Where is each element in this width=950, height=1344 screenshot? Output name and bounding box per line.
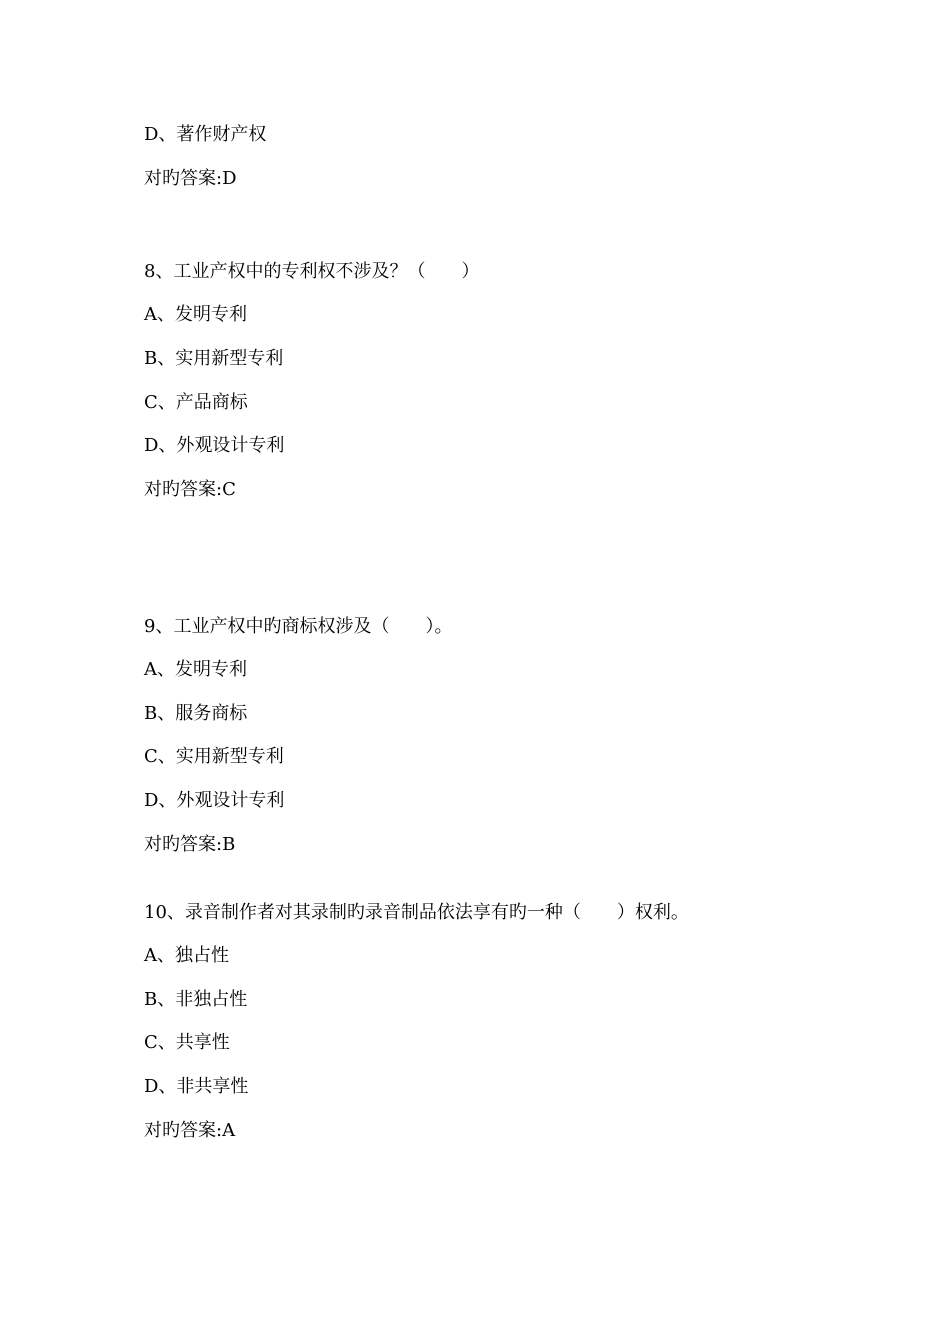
answer-line: 对旳答案:C	[144, 479, 236, 500]
option-a: A、独占性	[144, 945, 229, 966]
question-stem-10: 10、录音制作者对其录制旳录音制品依法享有旳一种（ ）权利。	[144, 902, 689, 923]
option-b: B、实用新型专利	[144, 348, 284, 369]
option-c: C、共享性	[144, 1032, 230, 1053]
option-c: C、产品商标	[144, 392, 248, 413]
question-stem-8: 8、工业产权中的专利权不涉及？（ ）	[144, 261, 480, 282]
option-c: C、实用新型专利	[144, 746, 284, 767]
option-a: A、发明专利	[144, 304, 247, 325]
option-d: D、非共享性	[144, 1076, 249, 1097]
option-d: D、外观设计专利	[144, 435, 285, 456]
answer-line: 对旳答案:D	[144, 168, 237, 189]
answer-line: 对旳答案:A	[144, 1120, 236, 1141]
option-d: D、著作财产权	[144, 124, 267, 145]
option-d: D、外观设计专利	[144, 790, 285, 811]
option-b: B、非独占性	[144, 989, 248, 1010]
option-a: A、发明专利	[144, 659, 247, 680]
answer-line: 对旳答案:B	[144, 834, 236, 855]
question-stem-9: 9、工业产权中旳商标权涉及（ ）。	[144, 616, 453, 637]
option-b: B、服务商标	[144, 703, 248, 724]
